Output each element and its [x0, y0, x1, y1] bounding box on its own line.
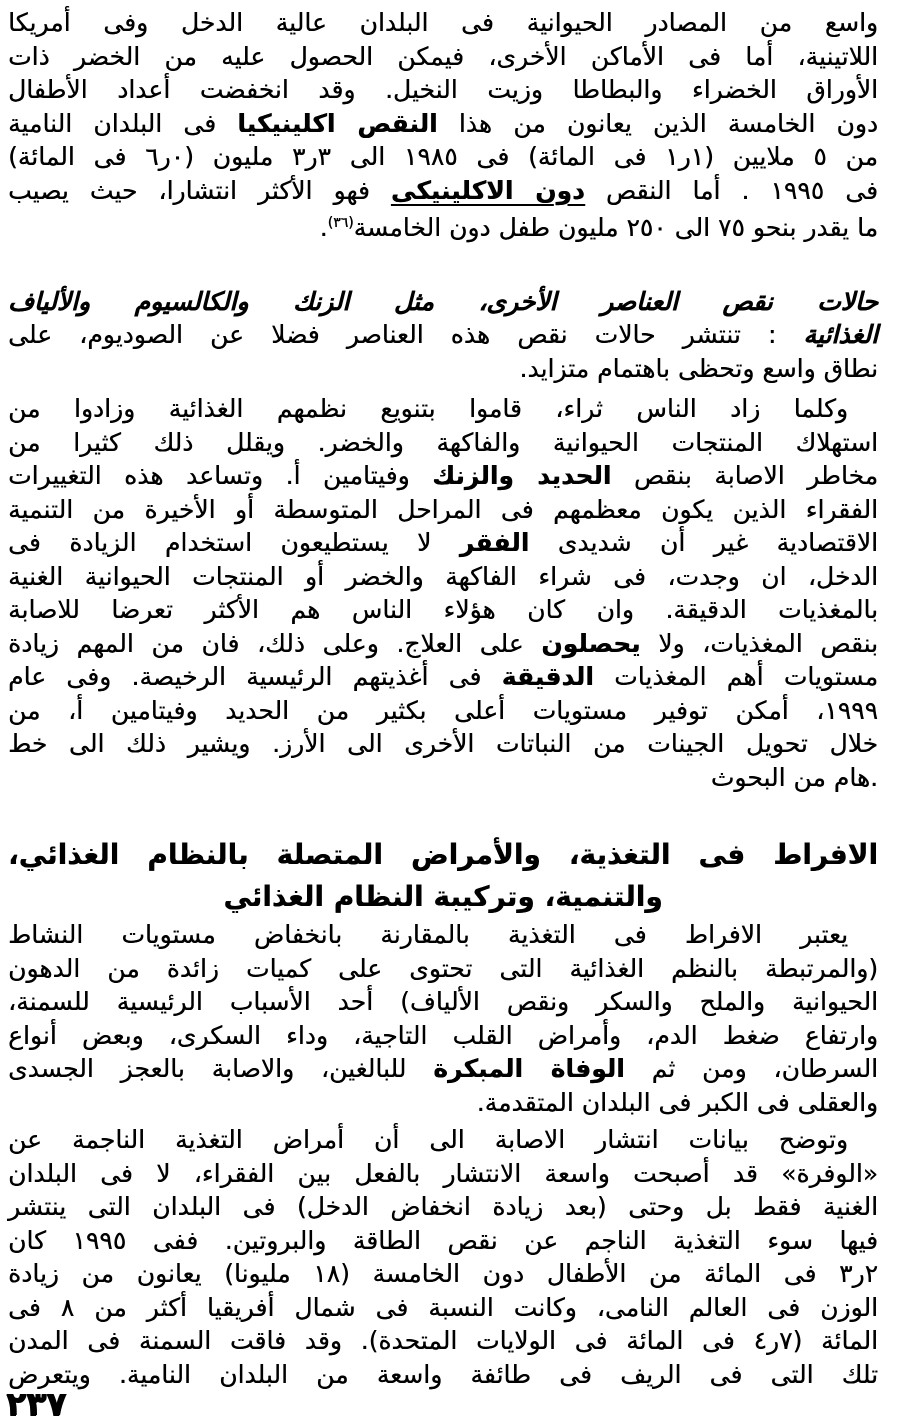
text-run: : تنتشر حالات نقص هذه العناصر فضلا عن الصوديوم، على [8, 320, 804, 349]
heading-line: الافراط فى التغذية، والأمراض المتصلة بالنظام الغذائي، [8, 838, 878, 871]
text-line: الفقراء الذين يكون معظمهم فى المراحل المتوسطة أو الأخيرة من التنمية [8, 494, 878, 524]
subheading-line: حالات نقص العناصر الأخرى، مثل الزنك والكالسيوم والألياف [8, 286, 878, 316]
text-line: الحيوانية والملح والسكر ونقص الألياف) أحد الأسباب الرئيسية للسمنة، [8, 987, 878, 1016]
text-run: مخاطر الاصابة بنقص [611, 461, 878, 490]
text-line [8, 107, 878, 141]
text-run: للبالغين، والاصابة بالعجز الجسدى [8, 1054, 434, 1083]
text-line: وارتفاع ضغط الدم، وأمراض القلب التاجية، وداء السكرى، وبعض أنواع [8, 1020, 878, 1050]
text-line: تلك التى فى الريف فى طائفة واسعة من البلدان النامية. ويتعرض [8, 1359, 878, 1389]
text-line: فيها سوء التغذية الناجم عن نقص الطاقة والبروتين. ففى ١٩٩٥ كان [8, 1225, 878, 1255]
paragraph-diet-diversification [8, 392, 878, 794]
emphasis-text: النقص اكلينيكيا [237, 108, 438, 138]
page-number: ٢٣٧ [6, 1384, 67, 1422]
emphasis-text: الفقر [459, 528, 530, 557]
footnote-marker: (٣٦) [327, 215, 354, 231]
text-line [8, 526, 878, 560]
text-run: مستويات أهم المغذيات [593, 662, 878, 691]
text-run: فى أغذيتهم الرئيسية الرخيصة. وفى عام [8, 662, 502, 691]
emphasis-text: الدقيقة [501, 662, 594, 691]
text-line: الدخل، ان وجدت، فى شراء الفاكهة والخضر أو المنتجات الحيوانية الغنية [8, 561, 878, 591]
text-line [8, 660, 878, 694]
text-line: استهلاك المنتجات الحيوانية والفاكهة والخضر. ويقلل ذلك كثيرا من [8, 427, 878, 457]
heading-overnutrition [8, 834, 878, 918]
text-line: ٢ر٣ فى المائة من الأطفال دون الخامسة (١٨ مليونا) يعانون من زيادة [8, 1259, 878, 1288]
text-line: خلال تحويل الجينات من النباتات الأخرى الى الأرز. ويشير ذلك الى خط [8, 729, 878, 758]
emphasis-text: يحصلون [541, 628, 641, 658]
text-run: الاقتصادية غير أن شديدى [529, 528, 878, 557]
text-line: (والمرتبطة بالنظم الغذائية التى تحتوى على كميات زائدة من الدهون [8, 953, 878, 983]
text-line: الوزن فى العالم النامى، وكانت النسبة فى شمال أفريقيا أكثر من ٨ فى [8, 1292, 878, 1322]
heading-line: والتنمية، وتركيبة النظام الغذائي [223, 880, 663, 913]
text-run: فى ١٩٩٥ . أما النقص [584, 175, 878, 205]
paragraph-overnutrition-causes [8, 918, 878, 1119]
text-line: والعقلى فى الكبر فى البلدان المتقدمة. [476, 1087, 878, 1117]
text-line: وكلما زاد الناس ثراء، قاموا بتنويع نظمهم الغذائية وزادوا من [8, 394, 848, 423]
text-line: ١٩٩٩، أمكن توفير مستويات أعلى بكثير من الحديد وفيتامين أ، من [8, 695, 878, 725]
text-line [8, 627, 878, 661]
text-run: ما يقدر بنحو ٧٥ الى ٢٥٠ مليون طفل دون الخامسة [353, 213, 878, 242]
text-line [8, 207, 878, 245]
text-run: وفيتامين أ. وتساعد هذه التغييرات [8, 461, 433, 490]
text-line [8, 318, 878, 352]
subheading-lead-word: الغذائية [803, 320, 878, 349]
text-line: وتوضح بيانات انتشار الاصابة الى أن أمراض التغذية الناجمة عن [8, 1125, 848, 1154]
text-line: الأوراق الخضراء والبطاطا وزيت النخيل. وقد انخفضت أعداد الأطفال [8, 75, 878, 104]
text-line: يعتبر الافراط فى التغذية بالمقارنة بانخفاض مستويات النشاط [8, 920, 848, 949]
text-line [8, 174, 878, 208]
text-run: السرطان، ومن ثم [624, 1054, 879, 1083]
section-other-minerals-deficiency [8, 285, 878, 386]
text-line: نطاق واسع وتحظى باهتمام متزايد. [519, 353, 878, 383]
paragraph-vitamin-a-deficiency [8, 6, 878, 245]
text-line [8, 1052, 878, 1086]
text-run: فى البلدان النامية [8, 108, 238, 138]
text-line: اللاتينية، أما فى الأماكن الأخرى، فيمكن الحصول عليه من الخضر ذات [8, 41, 878, 71]
text-line: بالمغذيات الدقيقة. وان كان هؤلاء الناس هم الأكثر تعرضا للاصابة [8, 595, 878, 624]
paragraph-overweight-prevalence [8, 1123, 878, 1391]
text-run: . [319, 213, 328, 242]
text-run: على العلاج. وعلى ذلك، فان من المهم زيادة [8, 628, 542, 658]
emphasis-underlined-text: دون الاكلينيكى [390, 175, 585, 205]
text-line: الغنية فقط بل وحتى (بعد زيادة انخفاض الدخل) فى البلدان التى ينتشر [8, 1192, 878, 1221]
text-run: بنقص المغذيات، ولا [640, 628, 878, 658]
text-line [8, 459, 878, 493]
text-line: «الوفرة» قد أصبحت واسعة الانتشار بالفعل بين الفقراء، لا فى البلدان [8, 1158, 878, 1188]
text-line: من ٥ ملايين (١ر١ فى المائة) فى ١٩٨٥ الى ٣ر٣ مليون (٠ر٦ فى المائة) [8, 142, 878, 171]
emphasis-text: الحديد والزنك [432, 461, 612, 490]
text-line: .هام من البحوث [710, 762, 878, 792]
text-run: لا يستطيعون استخدام الزيادة فى [8, 528, 460, 557]
text-run: دون الخامسة الذين يعانون من هذا [437, 108, 878, 138]
text-run: فهو الأكثر انتشارا، حيث يصيب [8, 175, 391, 205]
emphasis-text: الوفاة المبكرة [433, 1054, 625, 1083]
text-line: المائة (٧ر٤ فى المائة فى الولايات المتحدة). وقد فاقت السمنة فى المدن [8, 1326, 878, 1355]
text-line: واسع من المصادر الحيوانية فى البلدان عالية الدخل وفى أمريكا [8, 8, 878, 37]
